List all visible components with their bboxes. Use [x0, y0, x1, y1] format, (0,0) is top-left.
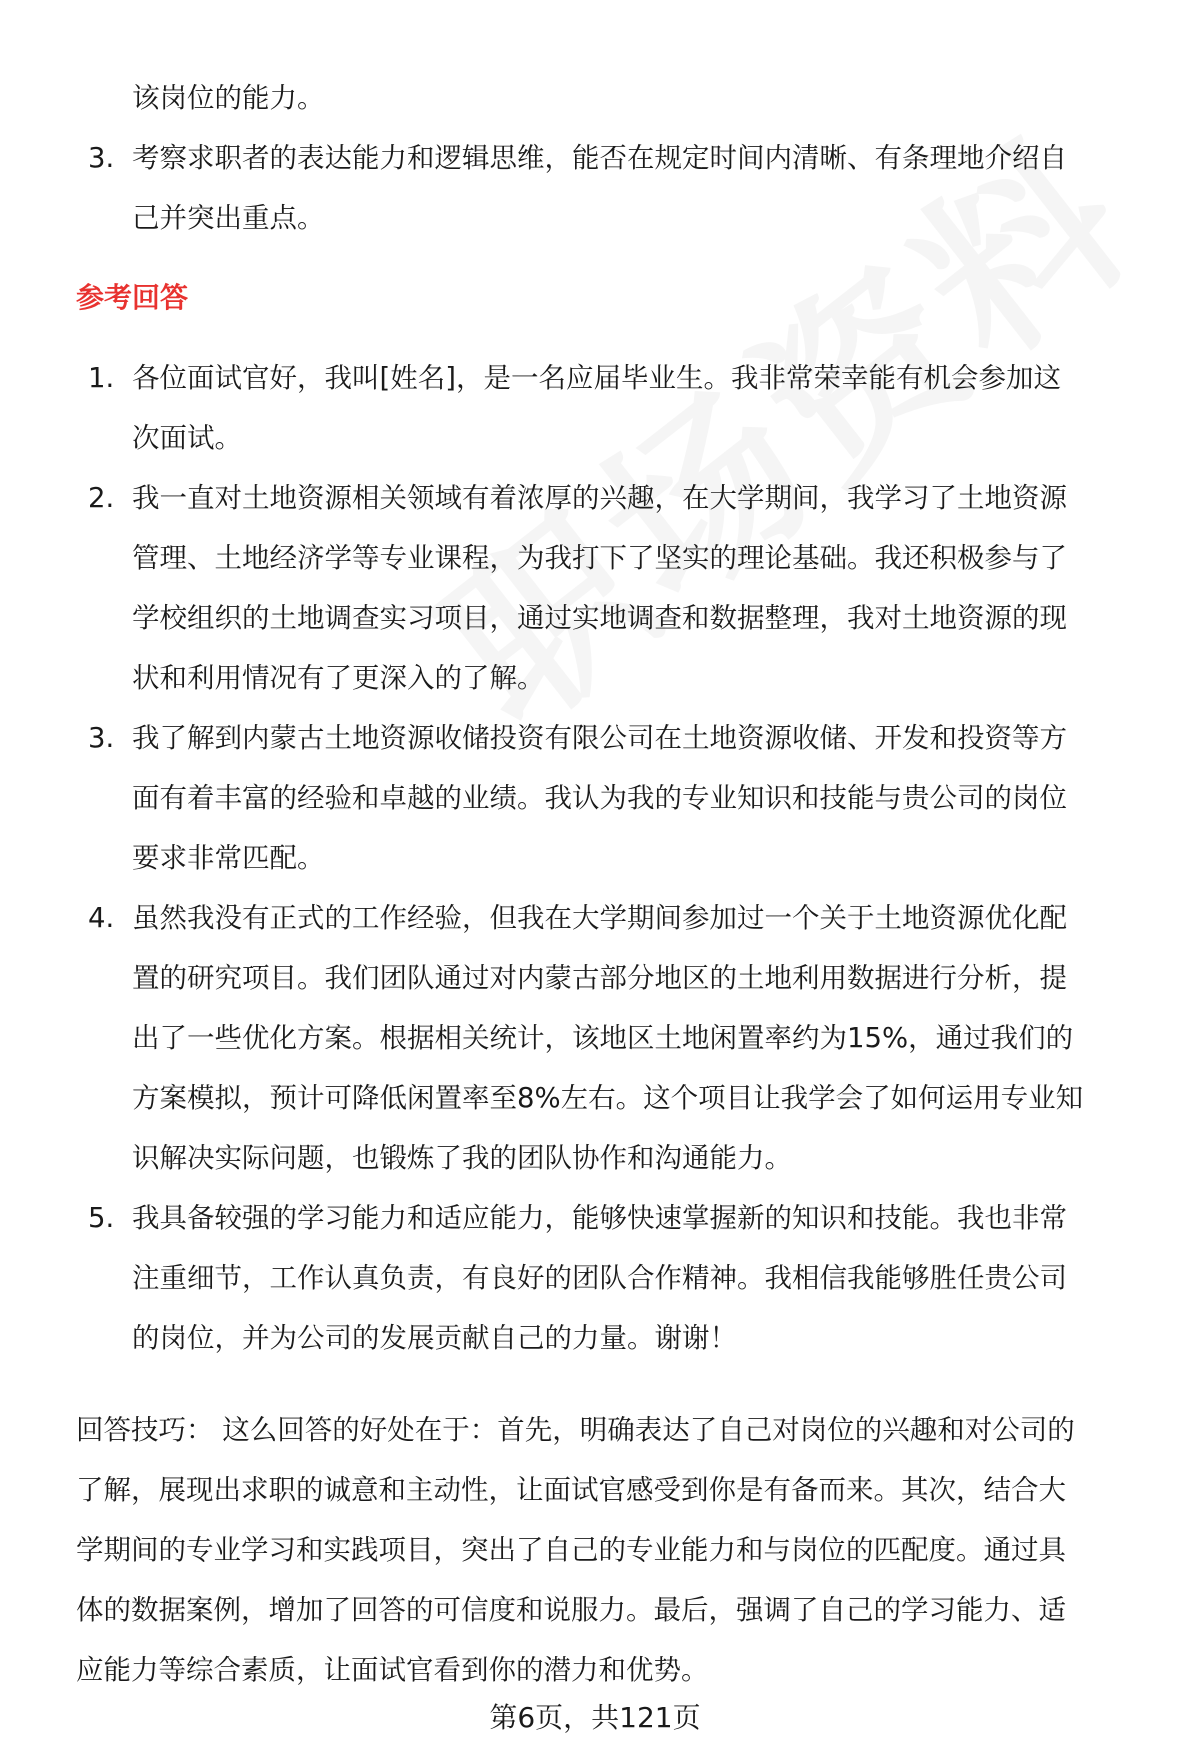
list-item-line: 要求非常匹配。	[132, 842, 325, 874]
tips-line: 应能力等综合素质，让面试官看到你的潜力和优势。	[76, 1654, 709, 1686]
list-item-line: 我一直对土地资源相关领域有着浓厚的兴趣，在大学期间，我学习了土地资源	[132, 482, 1067, 514]
tips-line: 回答技巧： 这么回答的好处在于：首先，明确表达了自己对岗位的兴趣和对公司的	[76, 1414, 1075, 1446]
list-item-number: 3.	[88, 142, 115, 174]
intro-continued-line: 该岗位的能力。	[132, 82, 325, 114]
list-item-line: 次面试。	[132, 422, 242, 454]
list-item-line: 考察求职者的表达能力和逻辑思维，能否在规定时间内清晰、有条理地介绍自	[132, 142, 1067, 174]
list-item-line: 方案模拟，预计可降低闲置率至8%左右。这个项目让我学会了如何运用专业知	[132, 1082, 1084, 1114]
list-item-line: 状和利用情况有了更深入的了解。	[132, 662, 545, 694]
list-item-line: 置的研究项目。我们团队通过对内蒙古部分地区的土地利用数据进行分析，提	[132, 962, 1067, 994]
list-item-number: 3.	[88, 722, 115, 754]
tips-line: 学期间的专业学习和实践项目，突出了自己的专业能力和与岗位的匹配度。通过具	[76, 1534, 1066, 1566]
list-item-number: 2.	[88, 482, 115, 514]
section-heading-reference: 参考回答	[76, 281, 189, 314]
list-item-line: 虽然我没有正式的工作经验，但我在大学期间参加过一个关于土地资源优化配	[132, 902, 1067, 934]
page-number-footer: 第6页，共121页	[489, 1701, 701, 1734]
tips-line: 体的数据案例，增加了回答的可信度和说服力。最后，强调了自己的学习能力、适	[76, 1594, 1066, 1626]
list-item-line: 己并突出重点。	[132, 202, 325, 234]
list-item-line: 的岗位，并为公司的发展贡献自己的力量。谢谢！	[132, 1322, 737, 1354]
list-item-number: 1.	[88, 362, 115, 394]
list-item-number: 5.	[88, 1202, 115, 1234]
list-item-line: 各位面试官好，我叫[姓名]，是一名应届毕业生。我非常荣幸能有机会参加这	[132, 362, 1061, 394]
tips-line: 了解，展现出求职的诚意和主动性，让面试官感受到你是有备而来。其次，结合大	[76, 1474, 1066, 1506]
list-item-line: 管理、土地经济学等专业课程，为我打下了坚实的理论基础。我还积极参与了	[132, 542, 1067, 574]
list-item-line: 我具备较强的学习能力和适应能力，能够快速掌握新的知识和技能。我也非常	[132, 1202, 1067, 1234]
list-item-line: 学校组织的土地调查实习项目，通过实地调查和数据整理，我对土地资源的现	[132, 602, 1067, 634]
list-item-line: 出了一些优化方案。根据相关统计，该地区土地闲置率约为15%，通过我们的	[132, 1022, 1074, 1054]
list-item-line: 我了解到内蒙古土地资源收储投资有限公司在土地资源收储、开发和投资等方	[132, 722, 1067, 754]
list-item-line: 面有着丰富的经验和卓越的业绩。我认为我的专业知识和技能与贵公司的岗位	[132, 782, 1067, 814]
list-item-number: 4.	[88, 902, 115, 934]
list-item-line: 注重细节，工作认真负责，有良好的团队合作精神。我相信我能够胜任贵公司	[132, 1262, 1067, 1294]
list-item-line: 识解决实际问题，也锻炼了我的团队协作和沟通能力。	[132, 1142, 792, 1174]
